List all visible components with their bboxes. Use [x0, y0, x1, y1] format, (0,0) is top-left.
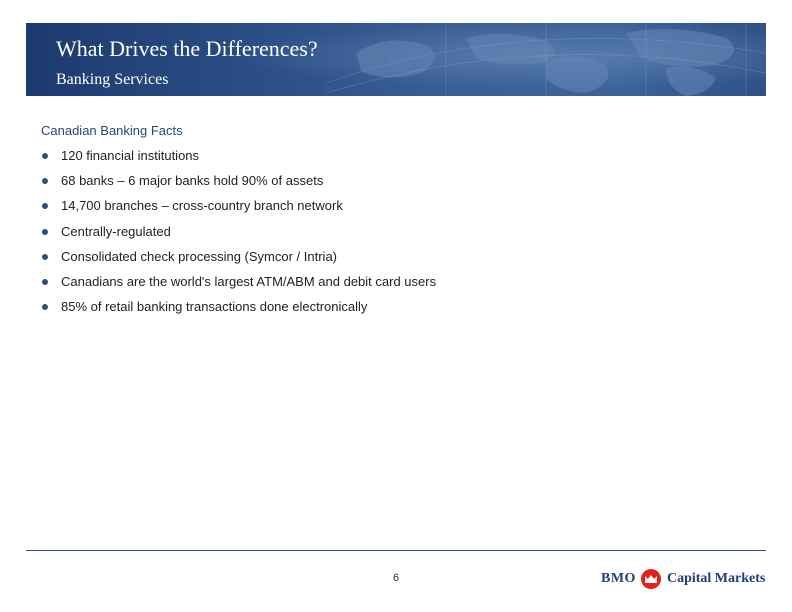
bullet-text: Consolidated check processing (Symcor / Intria) [61, 248, 338, 264]
bullet-dot-icon [42, 178, 48, 184]
logo-capital-markets-text: Capital Markets [666, 571, 766, 586]
bullet-item [41, 223, 436, 248]
bullet-text: 85% of retail banking transactions done electronically [61, 299, 368, 315]
section-heading: Canadian Banking Facts [41, 123, 183, 138]
bullet-dot-icon [42, 304, 48, 310]
bullet-item [41, 172, 436, 197]
bullet-text: 68 banks – 6 major banks hold 90% of assets [61, 173, 324, 189]
bullet-dot-icon [42, 254, 48, 260]
bullet-dot-icon [42, 279, 48, 285]
bullet-text: Centrally-regulated [61, 223, 171, 239]
title-banner [26, 23, 766, 96]
bullet-item [41, 273, 436, 298]
bmo-roundel-icon [641, 569, 661, 589]
bullet-dot-icon [42, 229, 48, 235]
bmo-capital-markets-logo [601, 568, 765, 590]
bullet-text: Canadians are the world's largest ATM/ABM and debit card users [61, 273, 437, 289]
slide-subtitle: Banking Services [56, 71, 169, 88]
bullet-item [41, 298, 436, 323]
bullet-item [41, 197, 436, 222]
logo-bmo-text: BMO [601, 571, 636, 586]
bullet-text: 120 financial institutions [61, 148, 200, 163]
bullet-dot-icon [42, 203, 48, 209]
bullet-dot-icon [42, 153, 48, 159]
bullet-text: 14,700 branches – cross-country branch network [61, 198, 343, 214]
bullet-item [41, 147, 436, 172]
page-number: 6 [392, 572, 400, 584]
bullet-list [41, 147, 436, 323]
slide-title: What Drives the Differences? [56, 36, 318, 61]
bullet-item [41, 248, 436, 273]
footer-divider [26, 550, 766, 551]
